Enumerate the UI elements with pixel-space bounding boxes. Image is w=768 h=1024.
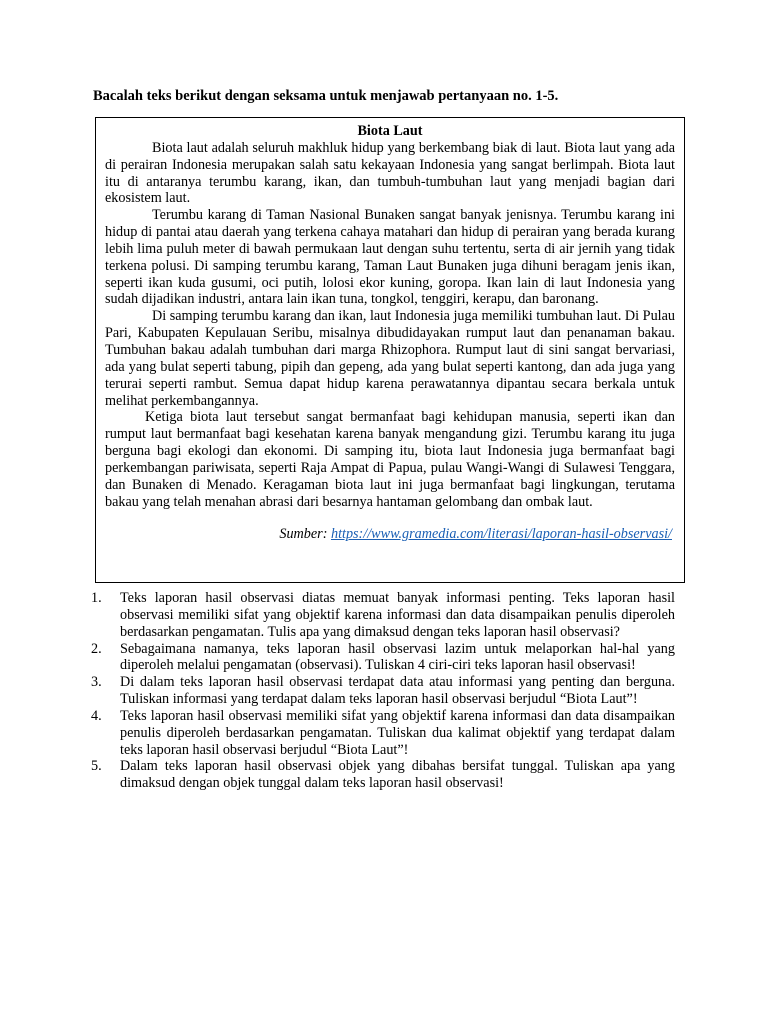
question-item [91, 674, 675, 708]
passage-paragraph: Biota laut adalah seluruh makhluk hidup yang berkembang biak di laut. Biota laut yang ada di perairan Indonesia merupakan salah satu kekayaan Indonesia yang sangat berlimpah. Biota laut itu di antaranya terumbu karang, ikan, dan tumbuh-tumbuhan laut yang menjadi bagian dari ekosistem laut. [105, 139, 675, 207]
question-number: 1. [91, 590, 102, 606]
source-label: Sumber: [279, 526, 331, 543]
question-number: 4. [91, 707, 102, 724]
question-number: 2. [91, 640, 102, 657]
question-text: Teks laporan hasil observasi memiliki sifat yang objektif karena informasi dan data disampaikan penulis diperoleh berdasarkan pengamatan. Tuliskan dua kalimat objektif yang terdapat dalam teks laporan hasil observasi berjudul “Biota Laut”! [120, 707, 675, 758]
question-number: 3. [91, 674, 102, 691]
passage-paragraph: Terumbu karang di Taman Nasional Bunaken sangat banyak jenisnya. Terumbu karang ini hidup di pantai atau daerah yang terkena cahaya matahari dan hidup di perairan yang berada kurang lebih lima puluh meter di bawah permukaan laut dengan suhu tertentu, serta di air jernih yang tidak terkena polusi. Di samping terumbu karang, Taman Laut Bunaken juga dihuni beragam jenis ikan, seperti ikan kuda gusumi, oci putih, lolosi ekor kuning, goropa. Ikan lain di laut Indonesia yang sudah dijadikan industri, antara lain ikan tuna, tongkol, tenggiri, kerapu, dan baronang. [105, 207, 675, 308]
passage-paragraph: Ketiga biota laut tersebut sangat bermanfaat bagi kehidupan manusia, seperti ikan dan rumput laut bermanfaat bagi kesehatan karena banyak mengandung gizi. Terumbu karang itu juga berguna bagi ekologi dan ekonomi. Di samping itu, biota laut Indonesia juga bermanfaat bagi perkembangan pariwisata, seperti Raja Ampat di Papua, pulau Wangi-Wangi di Sulawesi Tenggara, dan Bunaken di Menado. Keragaman biota laut ini juga bermanfaat bagi lingkungan, terutama bakau yang telah menahan abrasi dari besarnya hantaman gelombang dan ombak laut. [105, 409, 675, 510]
question-item [91, 708, 675, 759]
question-item [91, 590, 675, 641]
reading-passage-box [95, 117, 685, 583]
question-list [91, 590, 675, 792]
source-citation [105, 526, 672, 543]
passage-paragraph: Di samping terumbu karang dan ikan, laut Indonesia juga memiliki tumbuhan laut. Di Pulau Pari, Kabupaten Kepulauan Seribu, misalnya dibudidayakan rumput laut dan penanaman bakau. Tumbuhan bakau adalah tumbuhan dari marga Rhizophora. Rumput laut di sini sangat bervariasi, ada yang bulat seperti tabung, pipih dan gepeng, ada yang bulat seperti kantong, dan ada juga yang terurai seperti rambut. Semua dapat hidup karena perawatannya dipantau secara berkala untuk melihat perkembangannya. [105, 308, 675, 409]
question-text: Sebagaimana namanya, teks laporan hasil observasi lazim untuk melaporkan hal-hal yang diperoleh melalui pengamatan (observasi). Tuliskan 4 ciri-ciri teks laporan hasil observasi! [120, 640, 675, 674]
question-item [91, 641, 675, 675]
question-number: 5. [91, 758, 102, 775]
source-link[interactable]: https://www.gramedia.com/literasi/laporan-hasil-observasi/ [330, 526, 672, 543]
question-item [91, 758, 675, 792]
question-text: Dalam teks laporan hasil observasi objek yang dibahas bersifat tunggal. Tuliskan apa yang dimaksud dengan objek tunggal dalam teks laporan hasil observasi! [120, 758, 675, 792]
instruction-text: Bacalah teks berikut dengan seksama untuk menjawab pertanyaan no. 1-5. [93, 88, 559, 104]
passage-title: Biota Laut [357, 123, 423, 139]
question-text: Di dalam teks laporan hasil observasi terdapat data atau informasi yang penting dan berguna. Tuliskan informasi yang terdapat dalam teks laporan hasil observasi berjudul “Biota Laut”! [120, 674, 675, 708]
question-text: Teks laporan hasil observasi diatas memuat banyak informasi penting. Teks laporan hasil observasi memiliki sifat yang objektif karena informasi dan data disampaikan penulis diperoleh berdasarkan pengamatan. Tulis apa yang dimaksud dengan teks laporan hasil observasi? [120, 590, 675, 640]
